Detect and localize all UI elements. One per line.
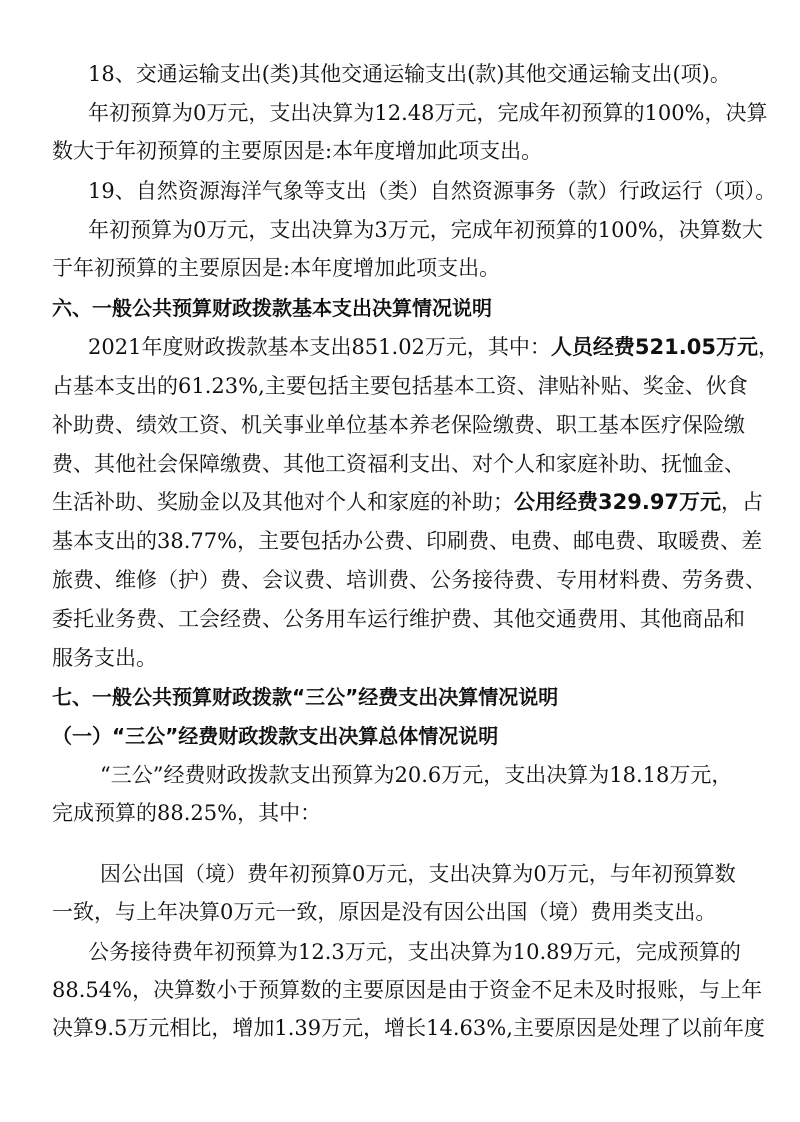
section6-line5-tail: ，占	[721, 490, 764, 514]
item18-line2: 数大于年初预算的主要原因是:本年度增加此项支出。	[52, 139, 543, 163]
section6-line7: 旅费、维修（护）费、会议费、培训费、公务接待费、专用材料费、劳务费、	[52, 568, 766, 592]
section6-line4: 费、其他社会保障缴费、其他工资福利支出、对个人和家庭补助、抚恤金、	[52, 452, 745, 476]
personnel-expense-highlight: 人员经费521.05万元	[550, 335, 758, 359]
item19-title: 19、自然资源海洋气象等支出（类）自然资源事务（款）行政运行（项）。	[88, 179, 777, 203]
item18-title: 18、交通运输支出(类)其他交通运输支出(款)其他交通运输支出(项)。	[88, 62, 731, 86]
section7-p2-line1: 因公出国（境）费年初预算0万元，支出决算为0万元，与年初预算数	[100, 862, 736, 886]
section6-line6: 基本支出的38.77%，主要包括办公费、印刷费、电费、邮电费、取暖费、差	[52, 529, 763, 553]
section6-line3: 补助费、绩效工资、机关事业单位基本养老保险缴费、职工基本医疗保险缴	[52, 413, 745, 437]
section6-line1-tail: ，	[757, 335, 779, 359]
section7-p2-line2: 一致，与上年决算0万元一致，原因是没有因公出国（境）费用类支出。	[52, 900, 717, 924]
section6-line1	[88, 335, 788, 359]
section7-p3-line3: 决算9.5万元相比，增加1.39万元，增长14.63%,主要原因是处理了以前年度	[52, 1016, 765, 1040]
item19-line1: 年初预算为0万元，支出决算为3万元，完成年初预算的100%，决算数大	[88, 218, 763, 242]
section6-line8: 委托业务费、工会经费、公务用车运行维护费、其他交通费用、其他商品和	[52, 607, 745, 631]
section6-line5	[52, 490, 764, 514]
section7-p3-line2: 88.54%，决算数小于预算数的主要原因是由于资金不足未及时报账，与上年	[52, 978, 763, 1002]
section7-heading: 七、一般公共预算财政拨款“三公”经费支出决算情况说明	[52, 685, 559, 709]
section6-line9: 服务支出。	[52, 646, 157, 670]
section7-p1-line1: “三公”经费财政拨款支出预算为20.6万元，支出决算为18.18万元，	[100, 763, 733, 787]
item19-line2: 于年初预算的主要原因是:本年度增加此项支出。	[52, 256, 501, 280]
section6-heading: 六、一般公共预算财政拨款基本支出决算情况说明	[52, 296, 492, 320]
section6-line1-text: 2021年度财政拨款基本支出851.02万元，其中：	[88, 335, 551, 359]
section7-p1-line2: 完成预算的88.25%，其中：	[52, 801, 322, 825]
section6-line5-text: 生活补助、奖励金以及其他对个人和家庭的补助；	[52, 490, 514, 514]
section6-line2: 占基本支出的61.23%,主要包括主要包括基本工资、津贴补贴、奖金、伙食	[52, 374, 748, 398]
public-expense-highlight: 公用经费329.97万元	[514, 490, 722, 514]
item18-line1: 年初预算为0万元，支出决算为12.48万元，完成年初预算的100%，决算	[88, 101, 768, 125]
section7-p3-line1: 公务接待费年初预算为12.3万元，支出决算为10.89万元，完成预算的	[88, 940, 741, 964]
section7-subheading: （一）“三公”经费财政拨款支出决算总体情况说明	[52, 724, 499, 748]
